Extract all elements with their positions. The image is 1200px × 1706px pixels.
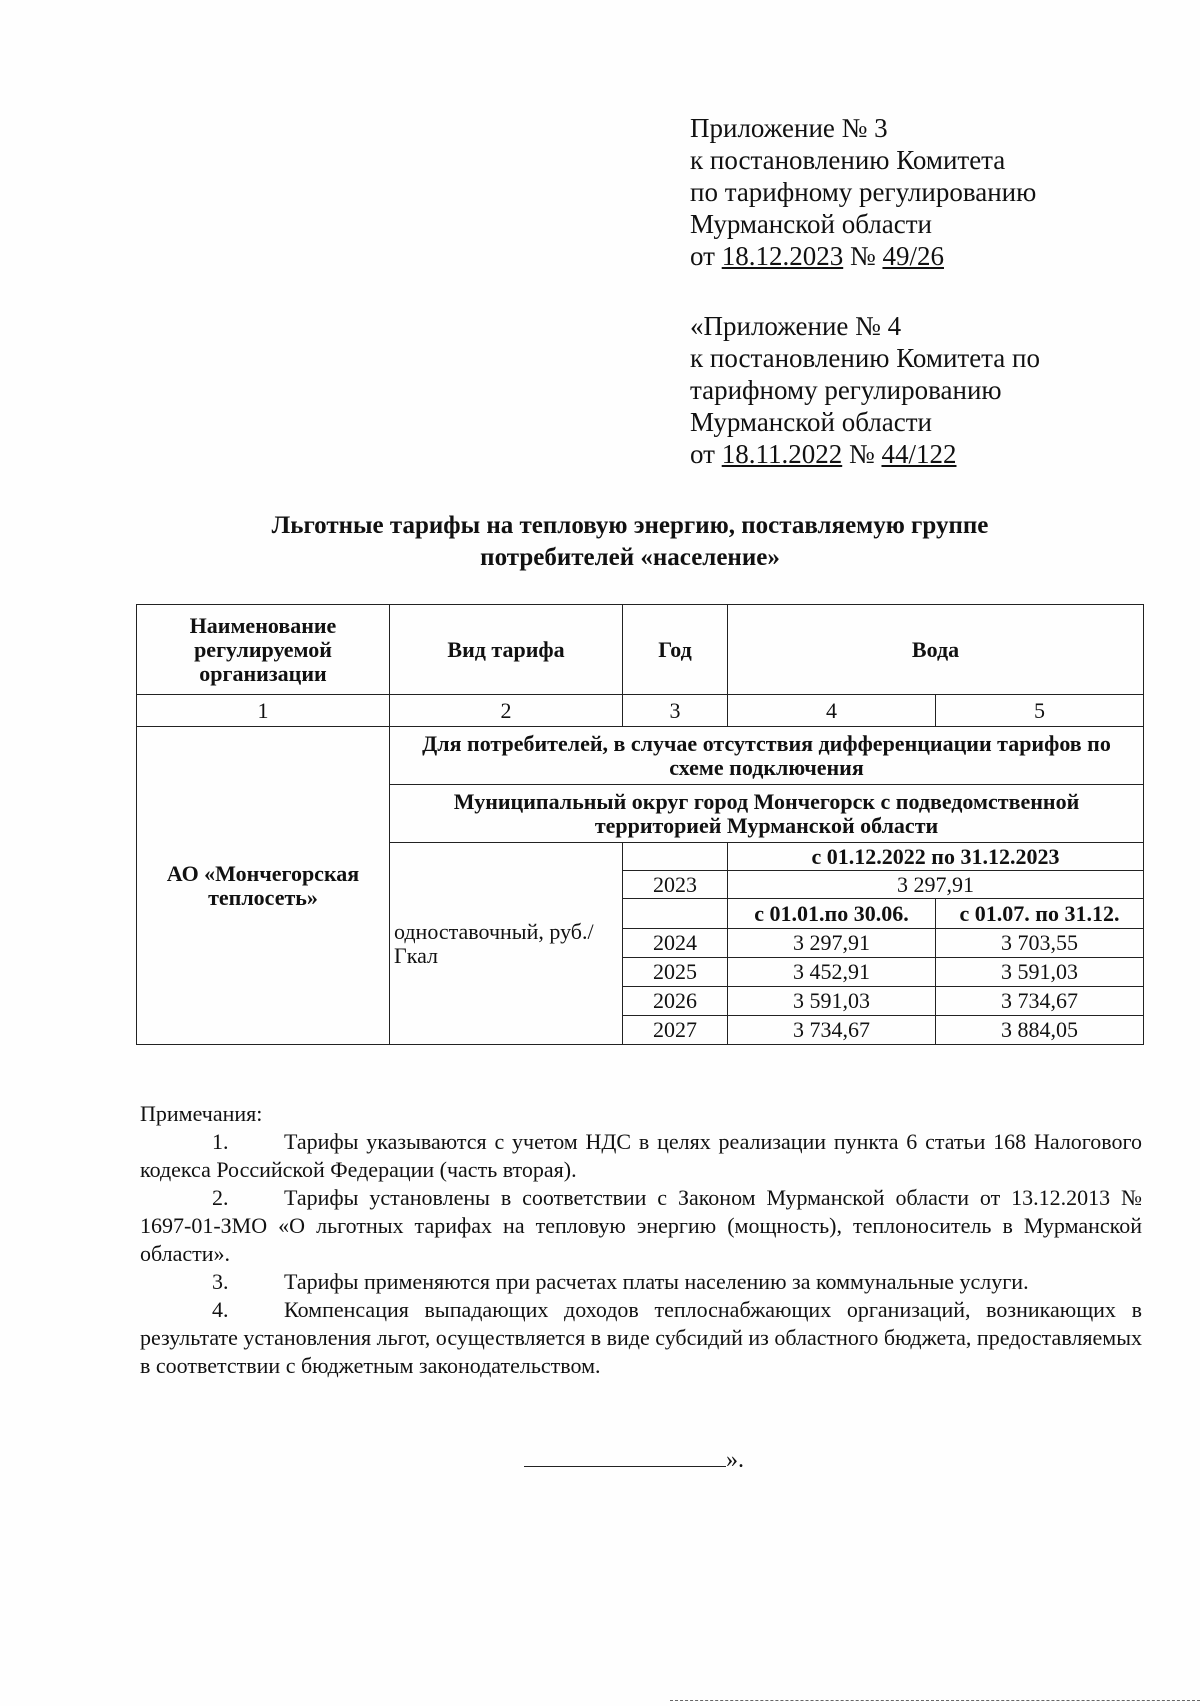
value-h1: 3 452,91 [728, 958, 936, 987]
empty-year-cell [623, 899, 728, 929]
note-text: Тарифы установлены в соответствии с Законом Мурманской области от 13.12.2013 № 1697-01-ЗМО «О льготных тарифах на тепловую энергию (мощность), теплоноситель в Мурманской области». [140, 1185, 1142, 1266]
tariffs-table [136, 604, 1144, 1045]
note-number: 3. [212, 1269, 229, 1294]
year-cell: 2026 [623, 987, 728, 1016]
notes-section [140, 1100, 1142, 1380]
closing-line [524, 1446, 726, 1467]
annex-3-num-sign: № [849, 241, 876, 271]
note-text: Компенсация выпадающих доходов теплоснабжающих организаций, возникающих в результате установления льгот, осуществляется в виде субсидий из областного бюджета, предоставляемых в соответствии с бюджетным законодательством. [140, 1297, 1142, 1378]
period-2023: с 01.12.2022 по 31.12.2023 [728, 843, 1144, 871]
value-h1: 3 297,91 [728, 929, 936, 958]
period-h1: с 01.01.по 30.06. [728, 899, 936, 929]
note-item [140, 1184, 1142, 1268]
annex-3-line2: к постановлению Комитета [690, 145, 1006, 175]
col-number: 4 [728, 695, 936, 727]
value-h1: 3 734,67 [728, 1016, 936, 1045]
empty-year-cell [623, 843, 728, 871]
col-number: 2 [390, 695, 623, 727]
section-row-1 [137, 727, 1144, 785]
annex-3-date: 18.12.2023 [721, 241, 844, 271]
annex-3-date-line [690, 240, 1036, 272]
note-item [140, 1296, 1142, 1380]
note-text: Тарифы указываются с учетом НДС в целях реализации пункта 6 статьи 168 Налогового кодекса Российской Федерации (часть вторая). [140, 1129, 1142, 1182]
note-item [140, 1128, 1142, 1184]
title-line-2: потребителей «население» [480, 544, 780, 571]
closing-mark [524, 1446, 744, 1474]
header-org: Наименование регулируемой организации [137, 605, 390, 695]
annex-4-num-sign: № [848, 439, 875, 469]
column-numbers-row [137, 695, 1144, 727]
section-municipality: Муниципальный округ город Мончегорск с подведомственной территорией Мурманской области [390, 785, 1144, 843]
period-h2: с 01.07. по 31.12. [936, 899, 1144, 929]
col-number: 1 [137, 695, 390, 727]
footer-divider [670, 1700, 1200, 1701]
note-number: 2. [212, 1185, 229, 1210]
annex-4-line2: к постановлению Комитета по [690, 343, 1040, 373]
value-h2: 3 884,05 [936, 1016, 1144, 1045]
note-text: Тарифы применяются при расчетах платы населению за коммунальные услуги. [284, 1269, 1029, 1294]
col-number: 5 [936, 695, 1144, 727]
value-h1: 3 591,03 [728, 987, 936, 1016]
value-h2: 3 734,67 [936, 987, 1144, 1016]
note-number: 1. [212, 1129, 229, 1154]
notes-heading: Примечания: [140, 1101, 263, 1126]
annex-3-number: 49/26 [882, 241, 944, 271]
value-2023: 3 297,91 [728, 871, 1144, 899]
year-cell: 2027 [623, 1016, 728, 1045]
annex-4-title: «Приложение № 4 [690, 311, 902, 341]
closing-quote: ». [726, 1447, 744, 1473]
year-cell: 2023 [623, 871, 728, 899]
header-tariff-type: Вид тарифа [390, 605, 623, 695]
tariff-kind-cell: одноставочный, руб./Гкал [390, 843, 623, 1045]
annex-3-from: от [690, 241, 715, 271]
note-item [140, 1268, 1142, 1296]
annex-3-block [690, 112, 1036, 272]
annex-4-block [690, 310, 1040, 470]
year-cell: 2024 [623, 929, 728, 958]
table-header-row [137, 605, 1144, 695]
value-h2: 3 591,03 [936, 958, 1144, 987]
annex-3-line4: Мурманской области [690, 209, 932, 239]
note-number: 4. [212, 1297, 229, 1322]
header-year: Год [623, 605, 728, 695]
year-cell: 2025 [623, 958, 728, 987]
annex-4-line4: Мурманской области [690, 407, 932, 437]
col-number: 3 [623, 695, 728, 727]
annex-4-number: 44/122 [881, 439, 957, 469]
document-title [140, 510, 1120, 574]
annex-3-line3: по тарифному регулированию [690, 177, 1037, 207]
annex-4-date-line [690, 438, 1040, 470]
header-water: Вода [728, 605, 1144, 695]
title-line-1: Льготные тарифы на тепловую энергию, поставляемую группе [271, 512, 989, 539]
annex-4-date: 18.11.2022 [721, 439, 843, 469]
org-name-cell: АО «Мончегорская теплосеть» [137, 727, 390, 1045]
section-consumers: Для потребителей, в случае отсутствия дифференциации тарифов по схеме подключения [390, 727, 1144, 785]
annex-4-line3: тарифному регулированию [690, 375, 1002, 405]
annex-4-from: от [690, 439, 715, 469]
annex-3-title: Приложение № 3 [690, 113, 888, 143]
value-h2: 3 703,55 [936, 929, 1144, 958]
